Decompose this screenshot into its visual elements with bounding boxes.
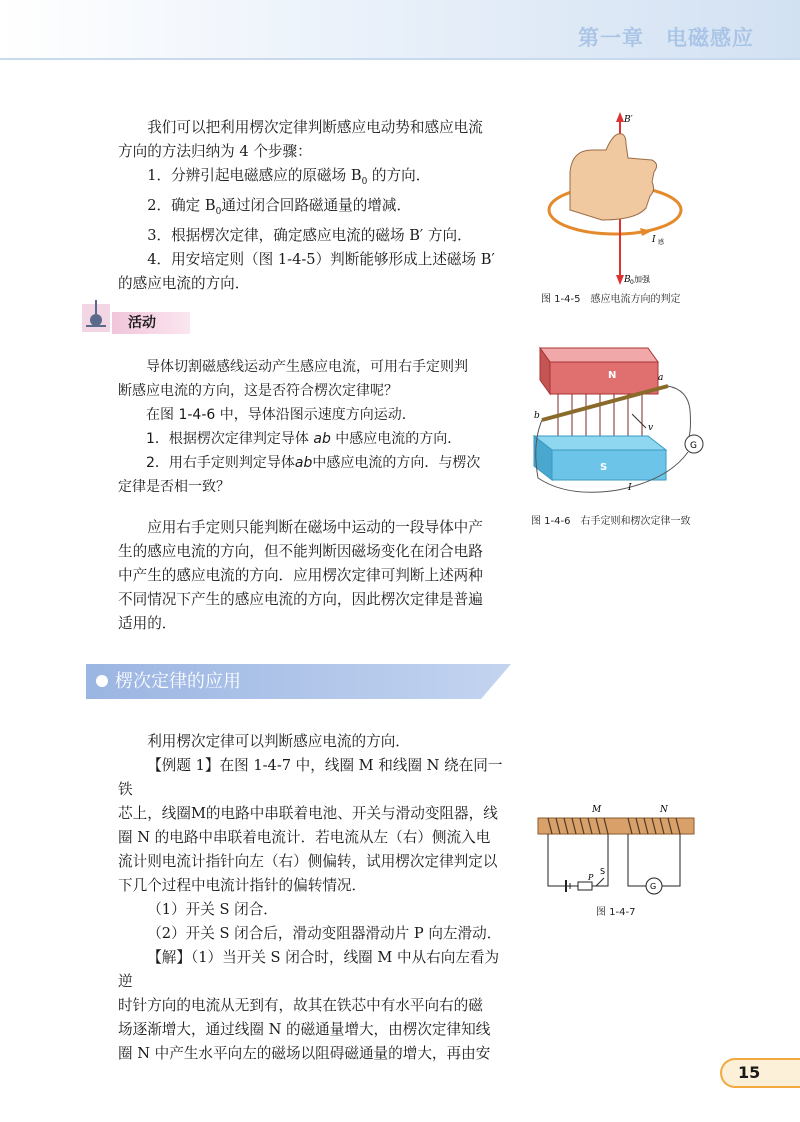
example-line: 【解】（1）当开关 S 闭合时，线圈 M 中从右向左看为逆 xyxy=(118,949,500,990)
label-b: b xyxy=(534,411,540,421)
figure-1-4-7-caption: 图 1-4-7 xyxy=(596,907,636,918)
activity-label: 活动 xyxy=(128,315,156,331)
page-number: 15 xyxy=(738,1063,761,1082)
svg-text:加强: 加强 xyxy=(634,275,650,284)
figure-1-4-5-caption: 图 1-4-5 感应电流方向的判定 xyxy=(541,294,681,305)
example-line: 【例题 1】在图 1-4-7 中，线圈 M 和线圈 N 绕在同一铁 xyxy=(118,757,503,798)
step-2: 2．确定 $B_0$通过闭合回路磁通量的增减． xyxy=(147,196,412,217)
svg-text:0: 0 xyxy=(630,279,634,286)
magnet-north xyxy=(550,362,658,394)
switch xyxy=(596,878,604,886)
chapter-title: 第一章 电磁感应 xyxy=(578,26,754,50)
label-n: N xyxy=(608,370,617,381)
svg-text:感: 感 xyxy=(658,239,665,246)
intro-paragraph xyxy=(118,116,512,296)
activity-paragraph xyxy=(118,355,512,499)
figure-1-4-5 xyxy=(540,110,690,290)
section-bullet-icon xyxy=(96,675,108,687)
example-paragraph xyxy=(118,730,512,1066)
figure-1-4-6-caption: 图 1-4-6 右手定则和楞次定律一致 xyxy=(531,516,691,527)
activity-line: 导体切割磁感线运动产生感应电流，可用右手定则判 xyxy=(146,359,468,375)
paragraph-line: 适用的． xyxy=(118,615,177,632)
step-1: 1．分辨引起电磁感应的原磁场 $B_0$ 的方向． xyxy=(147,167,431,187)
label-g: G xyxy=(690,441,697,451)
label-a: a xyxy=(658,373,664,383)
activity-line: 断感应电流的方向，这是否符合楞次定律呢？ xyxy=(118,383,398,399)
step-3: 3．根据楞次定律，确定感应电流的磁场 B′ 方向． xyxy=(147,226,472,244)
activity-line: 在图 1-4-6 中，导体沿图示速度方向运动． xyxy=(146,407,416,423)
activity-question-1: 1．根据楞次定律判定导体 ab 中感应电流的方向． xyxy=(146,431,462,447)
label-g: G xyxy=(650,882,657,891)
label-i-induced: I xyxy=(652,235,656,245)
step-4: 4．用安培定则（图 1-4-5）判断能够形成上述磁场 B′ xyxy=(147,250,495,268)
figure-1-4-7 xyxy=(536,800,698,900)
label-s: S xyxy=(600,462,608,473)
section-title: 楞次定律的应用 xyxy=(115,671,241,692)
step-4-continued: 的感应电流的方向． xyxy=(118,274,250,292)
example-line: 利用楞次定律可以判断感应电流的方向． xyxy=(147,733,410,750)
header-divider xyxy=(0,58,800,60)
paragraph-line: 不同情况下产生的感应电流的方向，因此楞次定律是普遍 xyxy=(118,591,483,608)
figure-1-4-6 xyxy=(528,340,718,510)
example-line: 圈 N 中产生水平向左的磁场以阻碍磁通量的增大，再由安 xyxy=(118,1045,491,1062)
paragraph-line: 中产生的感应电流的方向．应用楞次定律可判断上述两种 xyxy=(118,567,483,584)
intro-line: 方向的方法归纳为 4 个步骤： xyxy=(118,143,312,160)
label-n: N xyxy=(660,805,668,815)
activity-line: 定律是否相一致？ xyxy=(118,479,230,495)
paragraph-right-hand-rule xyxy=(118,516,512,636)
example-line: 流计则电流计指针向左（右）侧偏转，试用楞次定律判定以 xyxy=(118,853,498,870)
example-line: （2）开关 S 闭合后，滑动变阻器滑动片 P 向左滑动． xyxy=(147,925,502,942)
example-line: 下几个过程中电流计指针的偏转情况． xyxy=(118,877,367,894)
magnet-south xyxy=(552,450,666,480)
label-i: I xyxy=(628,483,632,493)
activity-question-2: 2．用右手定则判定导体ab中感应电流的方向．与楞次 xyxy=(146,455,481,471)
rheostat xyxy=(578,882,592,890)
label-b0: B xyxy=(624,275,631,285)
example-line: 时针方向的电流从无到有，故其在铁芯中有水平向右的磁 xyxy=(118,997,483,1014)
example-line: 场逐渐增大，通过线圈 N 的磁通量增大，由楞次定律知线 xyxy=(118,1021,491,1038)
example-line: （1）开关 S 闭合． xyxy=(147,901,278,918)
label-v: v xyxy=(648,423,654,433)
example-line: 圈 N 的电路中串联着电流计．若电流从左（右）侧流入电 xyxy=(118,829,491,846)
activity-icon xyxy=(78,296,114,336)
label-s: S xyxy=(600,867,606,876)
paragraph-line: 生的感应电流的方向，但不能判断因磁场变化在闭合电路 xyxy=(118,543,483,560)
paragraph-line: 应用右手定则只能判断在磁场中运动的一段导体中产 xyxy=(147,519,483,536)
example-line: 芯上，线圈M的电路中串联着电池、开关与滑动变阻器，线 xyxy=(118,805,498,822)
label-b-prime: B′ xyxy=(624,115,633,125)
label-p: P xyxy=(588,873,594,882)
hand-drawing xyxy=(570,134,657,220)
label-m: M xyxy=(592,805,602,815)
intro-line: 我们可以把利用楞次定律判断感应电动势和感应电流 xyxy=(147,119,483,136)
